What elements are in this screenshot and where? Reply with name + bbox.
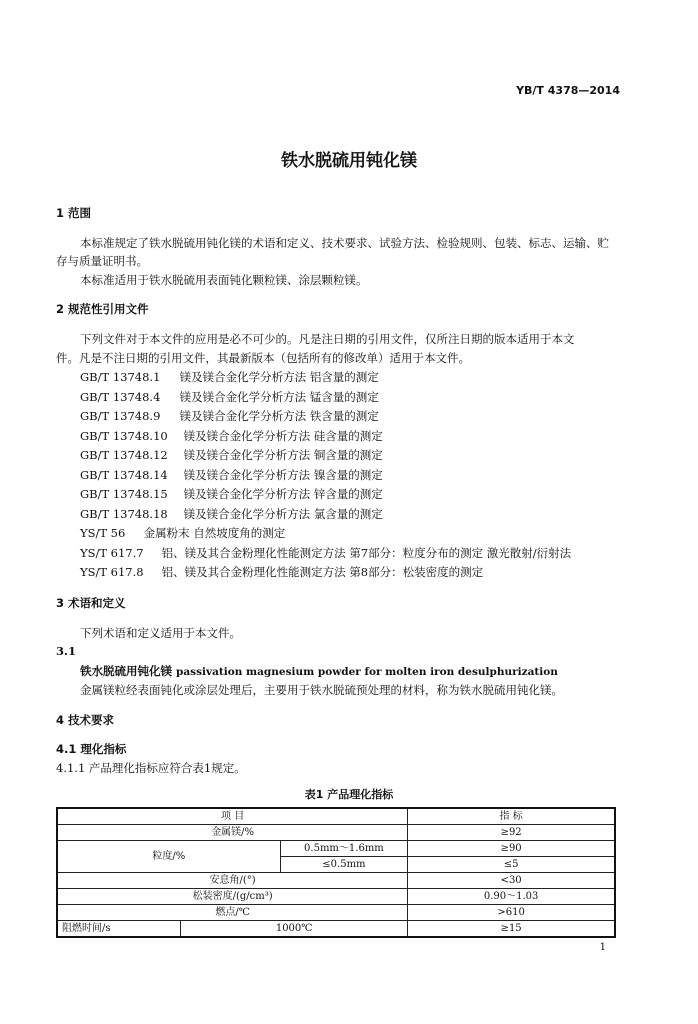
size-range-1: 0.5mm～1.6mm	[280, 841, 408, 857]
row-label-particle-size: 粒度/%	[57, 841, 280, 873]
header-item: 项 目	[57, 808, 408, 825]
document-title: 铁水脱硫用钝化镁	[281, 151, 417, 171]
row-value-repose-angle: <30	[408, 873, 615, 889]
size-value-1: ≥90	[408, 841, 615, 857]
reference-item: GB/T 13748.4 镁及镁合金化学分析方法 锰含量的测定	[80, 390, 379, 404]
clause-4-1-1: 4.1.1 产品理化指标应符合表1规定。	[56, 761, 246, 775]
standard-code: YB/T 4378—2014	[516, 84, 620, 97]
table-header-row	[57, 808, 615, 825]
reference-item: GB/T 13748.1 镁及镁合金化学分析方法 铝含量的测定	[80, 370, 379, 384]
row-value-metallic-mg: ≥92	[408, 825, 615, 841]
reference-item: GB/T 13748.15 镁及镁合金化学分析方法 锌含量的测定	[80, 487, 383, 501]
row-label-flame-retard-time: 阻燃时间/s	[57, 921, 181, 938]
row-value-ignition-point: >610	[408, 905, 615, 921]
table-row	[57, 841, 615, 857]
size-range-2: ≤0.5mm	[280, 857, 408, 873]
row-condition-flame-retard: 1000℃	[181, 921, 408, 938]
section-2-para-1a: 下列文件对于本文件的应用是必不可少的。凡是注日期的引用文件，仅所注日期的版本适用于本文	[80, 332, 575, 346]
header-index: 指 标	[408, 808, 615, 825]
reference-item: GB/T 13748.9 镁及镁合金化学分析方法 铁含量的测定	[80, 409, 379, 423]
section-1-para-2: 本标准适用于铁水脱硫用表面钝化颗粒镁、涂层颗粒镁。	[80, 273, 368, 287]
table-row	[57, 889, 615, 905]
section-1-para-1a: 本标准规定了铁水脱硫用钝化镁的术语和定义、技术要求、试验方法、检验规则、包装、标志、运输、贮	[80, 236, 609, 250]
section-4-heading: 4 技术要求	[56, 713, 115, 727]
section-1-heading: 1 范围	[56, 206, 92, 220]
row-value-flame-retard-time: ≥15	[408, 921, 615, 938]
reference-item: YS/T 617.8 铝、镁及其合金粉理化性能测定方法 第8部分：松装密度的测定	[80, 565, 484, 579]
row-label-metallic-mg: 金属镁/%	[57, 825, 408, 841]
section-3-heading: 3 术语和定义	[56, 596, 126, 610]
reference-item: GB/T 13748.18 镁及镁合金化学分析方法 氯含量的测定	[80, 507, 383, 521]
row-value-bulk-density: 0.90～1.03	[408, 889, 615, 905]
page-number: 1	[599, 942, 606, 953]
section-3-intro: 下列术语和定义适用于本文件。	[80, 626, 241, 640]
section-2-para-1b: 件。凡是不注日期的引用文件，其最新版本（包括所有的修改单）适用于本文件。	[56, 351, 470, 365]
table-caption: 表1 产品理化指标	[304, 788, 394, 801]
size-value-2: ≤5	[408, 857, 615, 873]
subsection-4-1-heading: 4.1 理化指标	[56, 742, 127, 756]
reference-item: YS/T 617.7 铝、镁及其合金粉理化性能测定方法 第7部分：粒度分布的测定 激光散射/衍射法	[80, 546, 572, 560]
reference-item: GB/T 13748.12 镁及镁合金化学分析方法 铜含量的测定	[80, 448, 383, 462]
section-2-heading: 2 规范性引用文件	[56, 302, 149, 316]
term-chinese: 铁水脱硫用钝化镁	[80, 664, 172, 678]
reference-item: GB/T 13748.14 镁及镁合金化学分析方法 镍含量的测定	[80, 468, 383, 482]
term-number: 3.1	[56, 644, 77, 658]
row-label-ignition-point: 燃点/℃	[57, 905, 408, 921]
table-row	[57, 873, 615, 889]
term-entry	[80, 663, 558, 679]
section-1-para-1b: 存与质量证明书。	[56, 254, 148, 268]
reference-item: GB/T 13748.10 镁及镁合金化学分析方法 硅含量的测定	[80, 429, 383, 443]
reference-item: YS/T 56 金属粉末 自然坡度角的测定	[80, 526, 286, 540]
spec-table	[56, 807, 616, 938]
row-label-repose-angle: 安息角/(°)	[57, 873, 408, 889]
table-row	[57, 905, 615, 921]
term-definition: 金属镁粒经表面钝化或涂层处理后，主要用于铁水脱硫预处理的材料，称为铁水脱硫用钝化镁。	[80, 683, 563, 697]
table-row	[57, 921, 615, 938]
row-label-bulk-density: 松装密度/(g/cm³)	[57, 889, 408, 905]
table-row	[57, 825, 615, 841]
term-english: passivation magnesium powder for molten iron desulphurization	[176, 666, 558, 678]
